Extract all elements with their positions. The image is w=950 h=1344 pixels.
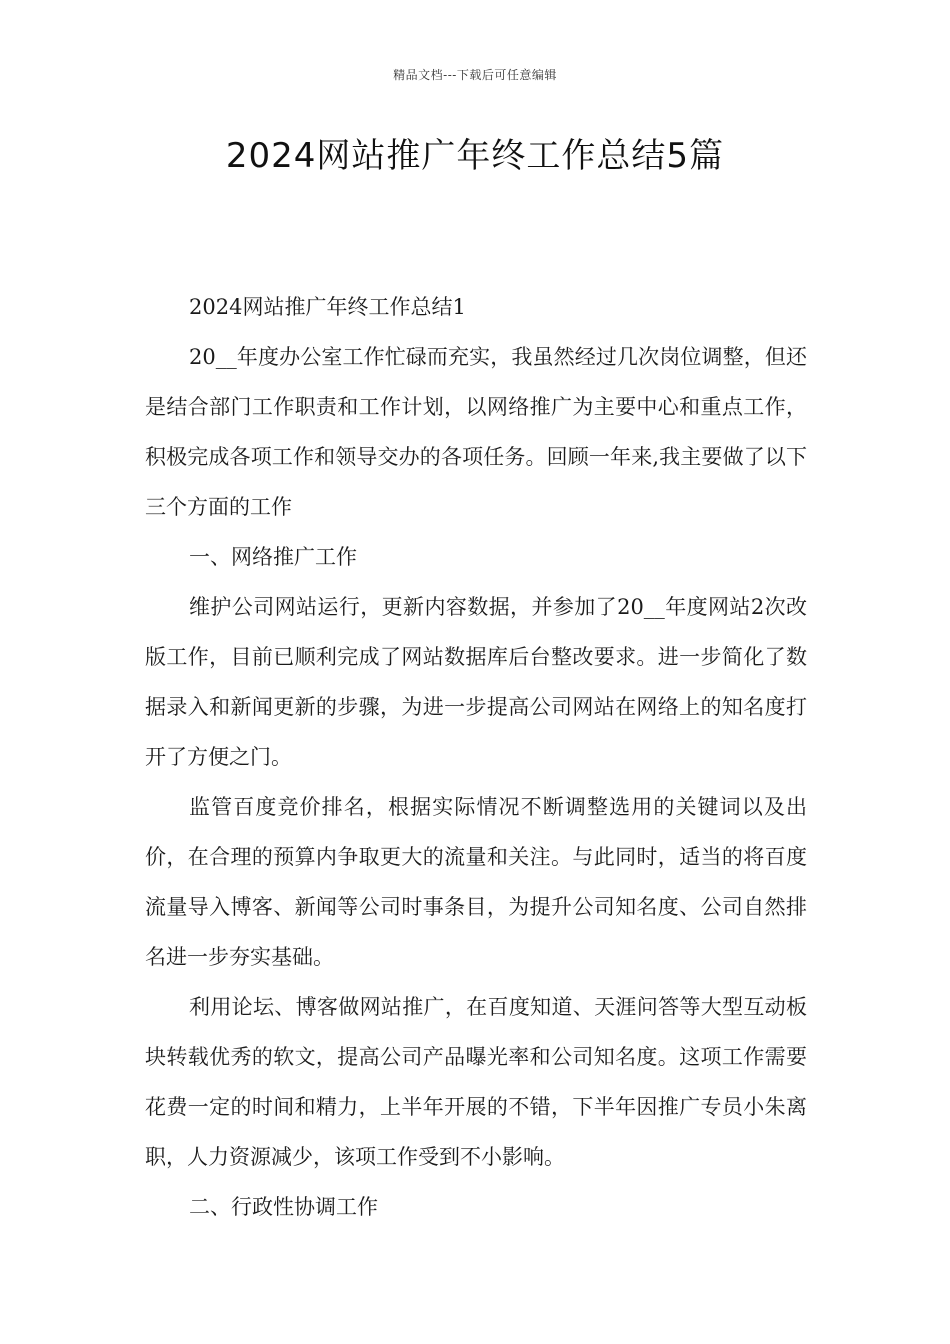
section-heading-network-promotion: 一、网络推广工作	[189, 545, 357, 569]
document-title: 2024网站推广年终工作总结5篇	[225, 136, 725, 176]
paragraph-baidu-bidding: 监管百度竞价排名，根据实际情况不断调整选用的关键词以及出价，在合理的预算内争取更大的流量和关注。与此同时，适当的将百度流量导入博客、新闻等公司时事条目，为提升公司知名度、公司自然排名进一步夯实基础。	[145, 795, 807, 969]
paragraph-website-maintenance: 维护公司网站运行，更新内容数据，并参加了20__年度网站2次改版工作，目前已顺利完成了网站数据库后台整改要求。进一步简化了数据录入和新闻更新的步骤，为进一步提高公司网站在网络上的知名度打开了方便之门。	[145, 595, 807, 769]
paragraph-forum-blog-promotion: 利用论坛、博客做网站推广，在百度知道、天涯问答等大型互动板块转载优秀的软文，提高公司产品曝光率和公司知名度。这项工作需要花费一定的时间和精力，上半年开展的不错，下半年因推广专员小朱离职，人力资源减少，该项工作受到不小影响。	[145, 995, 807, 1169]
section-subtitle: 2024网站推广年终工作总结1	[189, 295, 466, 319]
document-body	[145, 282, 807, 1232]
paragraph-intro: 20__年度办公室工作忙碌而充实，我虽然经过几次岗位调整，但还是结合部门工作职责和工作计划，以网络推广为主要中心和重点工作，积极完成各项工作和领导交办的各项任务。回顾一年来,我主要做了以下三个方面的工作	[145, 345, 807, 519]
section-heading-admin-coordination: 二、行政性协调工作	[189, 1195, 378, 1219]
header-note: 精品文档---下载后可任意编辑	[393, 68, 557, 82]
